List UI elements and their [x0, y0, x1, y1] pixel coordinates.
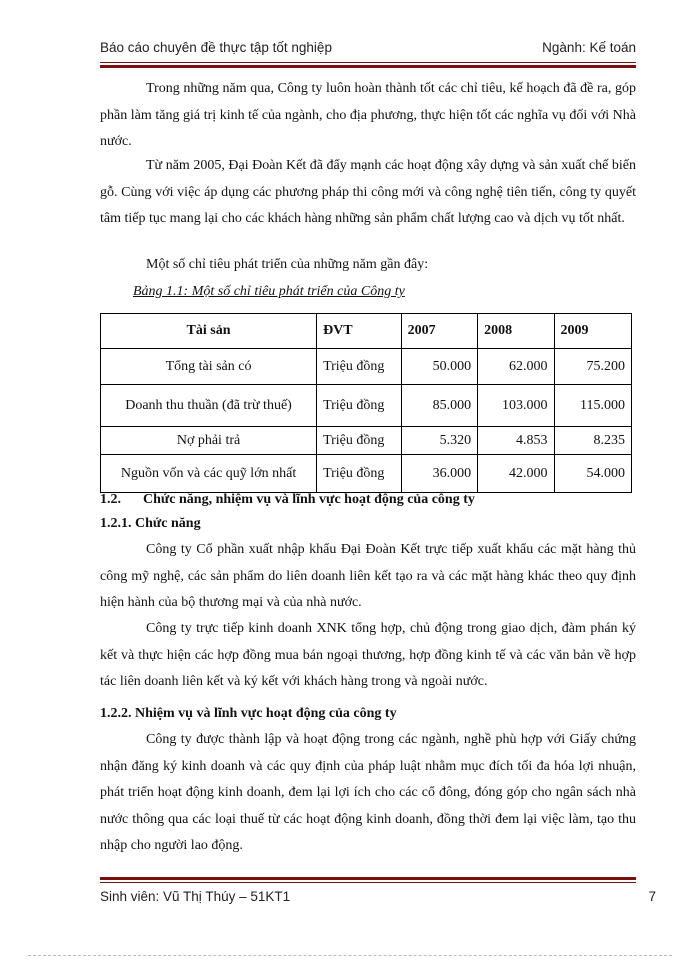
table-row	[101, 349, 632, 385]
table-row	[101, 427, 632, 455]
footer-rule-thick	[100, 877, 636, 880]
cell-value: 115.000	[554, 385, 631, 427]
cell-asset: Tổng tài sản có	[101, 349, 317, 385]
cell-value: 62.000	[478, 349, 554, 385]
paragraph-achievements: Trong những năm qua, Công ty luôn hoàn thành tốt các chỉ tiêu, kế hoạch đã đề ra, góp phần làm tăng giá trị kinh tế của ngành, cho địa phương, thực hiện tốt các nghĩa vụ đối với Nhà nước.	[100, 81, 636, 149]
paragraph-function-trade: Công ty trực tiếp kinh doanh XNK tổng hợp, chủ động trong giao dịch, đàm phán ký kết và thực hiện các hợp đồng mua bán ngoại thương, hợp đồng kinh tế và các văn bản về hợp tác liên doanh liên kết và ký kết với khách hàng trong và ngoài nước.	[100, 621, 636, 689]
page-header	[100, 40, 636, 60]
header-cell-2009: 2009	[554, 314, 631, 349]
footer-student: Sinh viên: Vũ Thị Thúy – 51KT1	[100, 889, 291, 904]
cell-value: 8.235	[554, 427, 631, 455]
footer-rule-thin	[100, 882, 636, 883]
cell-value: 4.853	[478, 427, 554, 455]
section-title: Chức năng, nhiệm vụ và lĩnh vực hoạt động của công ty	[143, 492, 475, 507]
table-header-row	[101, 314, 632, 349]
page-footer	[100, 889, 656, 909]
table-row	[101, 385, 632, 427]
table-caption: Bảng 1.1: Một số chỉ tiêu phát triển của Công ty	[133, 284, 405, 299]
cell-asset: Nguồn vốn và các quỹ lớn nhất	[101, 455, 317, 493]
header-cell-asset: Tài sản	[101, 314, 317, 349]
indicators-table	[100, 313, 632, 493]
section-heading-1-2-2: 1.2.2. Nhiệm vụ và lĩnh vực hoạt động của công ty	[100, 706, 397, 721]
table-row	[101, 455, 632, 493]
header-cell-unit: ĐVT	[317, 314, 402, 349]
header-field: Ngành: Kế toán	[542, 40, 636, 55]
cell-value: 75.200	[554, 349, 631, 385]
cell-value: 54.000	[554, 455, 631, 493]
cell-value: 50.000	[401, 349, 477, 385]
paragraph-duties: Công ty được thành lập và hoạt động trong các ngành, nghề phù hợp với Giấy chứng nhận đăng ký kinh doanh và các quy định của pháp luật nhằm mục đích tối đa hóa lợi nhuận, phát triển hoạt động kinh doanh, đem lại lợi ích cho các cổ đông, đóng góp cho ngân sách nhà nước thông qua các loại thuế từ các hoạt động kinh doanh, đồng thời đem lại việc làm, tạo thu nhập cho người lao động.	[100, 732, 636, 853]
cell-value: 103.000	[478, 385, 554, 427]
paragraph-function-export: Công ty Cổ phần xuất nhập khẩu Đại Đoàn Kết trực tiếp xuất khẩu các mặt hàng thủ công mỹ nghệ, các sản phẩm do liên doanh liên kết tạo ra và các mặt hàng khác theo quy định hiện hành của bộ thương mại và của nhà nước.	[100, 542, 636, 610]
page-break-line	[28, 955, 672, 956]
cell-value: 85.000	[401, 385, 477, 427]
cell-asset: Nợ phải trả	[101, 427, 317, 455]
paragraph-development: Từ năm 2005, Đại Đoàn Kết đã đẩy mạnh các hoạt động xây dựng và sản xuất chế biến gỗ. Cùng với việc áp dụng các phương pháp thi công mới và công nghệ tiên tiến, công ty quyết tâm tiếp tục mang lại cho các khách hàng những sản phẩm chất lượng cao và dịch vụ tốt nhất.	[100, 158, 636, 226]
section-heading-1-2-1: 1.2.1. Chức năng	[100, 516, 201, 531]
header-cell-2007: 2007	[401, 314, 477, 349]
cell-value: 42.000	[478, 455, 554, 493]
section-heading-1-2	[100, 492, 475, 508]
header-title: Báo cáo chuyên đề thực tập tốt nghiệp	[100, 40, 332, 55]
cell-asset: Doanh thu thuần (đã trừ thuế)	[101, 385, 317, 427]
cell-unit: Triệu đồng	[317, 349, 402, 385]
page-number: 7	[648, 889, 656, 904]
paragraph-indicators-intro: Một số chỉ tiêu phát triển của những năm gần đây:	[146, 257, 429, 272]
header-rule-thick	[100, 65, 636, 68]
cell-unit: Triệu đồng	[317, 455, 402, 493]
cell-unit: Triệu đồng	[317, 385, 402, 427]
cell-value: 5.320	[401, 427, 477, 455]
cell-unit: Triệu đồng	[317, 427, 402, 455]
cell-value: 36.000	[401, 455, 477, 493]
header-rule-thin	[100, 62, 636, 63]
section-number: 1.2.	[100, 492, 121, 507]
header-cell-2008: 2008	[478, 314, 554, 349]
